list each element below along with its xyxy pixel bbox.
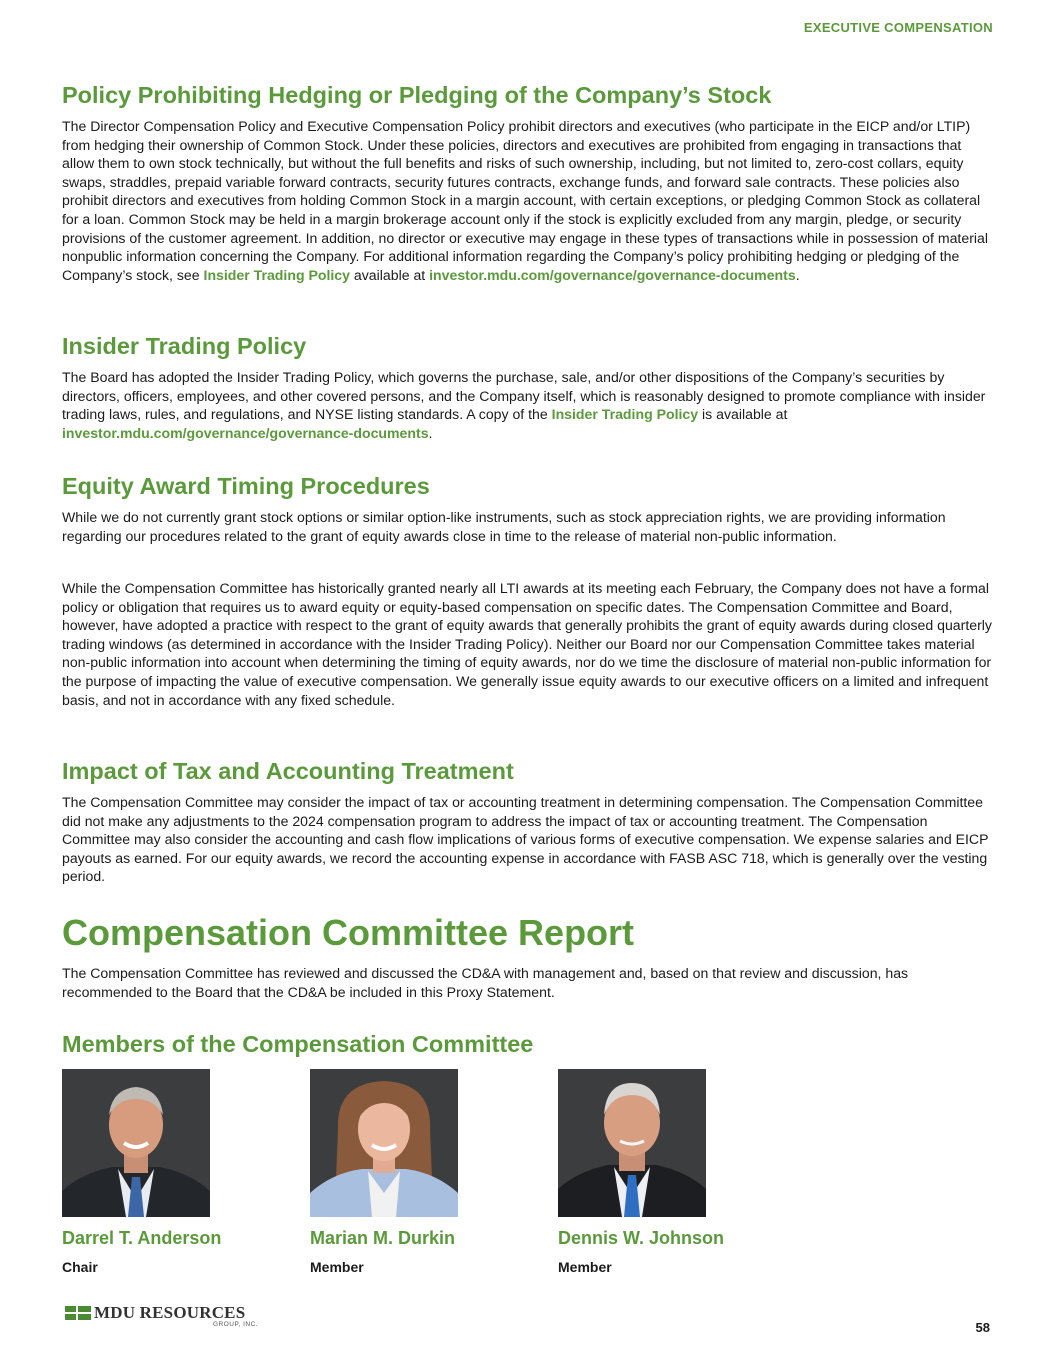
equity-paragraph-2: While the Compensation Committee has historically granted nearly all LTI awards at its meeting each February, the Company does not have a formal policy or obligation that requires us to award equity or equity-based compensation on specific dates. The Compensation Committee and Board, however, have adopted a practice with respect to the grant of equity awards that generally prohibits the grant of equity awards during closed quarterly trading windows (as determined in accordance with the Insider Trading Policy). Neither our Board nor our Compensation Committee takes material non-public information into account when determining the timing of equity awards, nor do we time the disclosure of material non-public information for the purpose of impacting the value of executive compensation. We generally issue equity awards to our executive officers on a limited and infrequent basis, and not in accordance with any fixed schedule. [62,580,992,708]
hedging-text: The Director Compensation Policy and Executive Compensation Policy prohibit directors and executives (who participate in the EICP and/or LTIP) from hedging their ownership of Common Stock. Under these policies, directors and executives are prohibited from engaging in transactions that allow them to own stock technically, but without the full benefits and risks of such ownership, including, but not limited to, zero-cost collars, equity swaps, straddles, prepaid variable forward contracts, security futures contracts, exchange funds, and forward sale contracts. These policies also prohibit directors and executives from holding Common Stock in a margin account, with certain exceptions, or pledging Common Stock as collateral for a loan. Common Stock may be held in a margin brokerage account only if the stock is explicitly excluded from any margin, pledge, or security provisions of the customer agreement. In addition, no director or executive may engage in these types of transactions while in possession of material nonpublic information concerning the Company. For additional information regarding the Company’s policy prohibiting hedging or pledging of the Company’s stock, see [62,118,988,283]
logo-wordmark: MDU RESOURCES [94,1303,246,1322]
section-title-tax: Impact of Tax and Accounting Treatment [62,758,514,784]
member-role-johnson: Member [558,1259,612,1275]
member-photo-durkin [310,1069,458,1217]
logo-mark-icon [65,1306,91,1320]
page-number: 58 [975,1320,990,1335]
hedging-paragraph [62,117,992,284]
insider-trading-policy-link[interactable]: Insider Trading Policy [203,266,350,283]
member-photo-anderson [62,1069,210,1217]
member-card-durkin [310,1069,510,1275]
member-name-anderson: Darrel T. Anderson [62,1228,222,1248]
section-title-hedging: Policy Prohibiting Hedging or Pledging of the Company’s Stock [62,82,772,108]
running-head: EXECUTIVE COMPENSATION [803,20,993,35]
member-role-durkin: Member [310,1259,364,1275]
insider-text-end: . [428,424,433,441]
insider-trading-policy-link-2[interactable]: Insider Trading Policy [551,406,699,423]
member-card-johnson [558,1069,758,1275]
members-title: Members of the Compensation Committee [62,1031,534,1057]
company-logo [65,1303,259,1330]
section-title-equity-timing: Equity Award Timing Procedures [62,473,430,499]
hedging-text-end: . [795,266,800,283]
governance-documents-link[interactable]: investor.mdu.com/governance/governance-documents [429,266,796,283]
insider-paragraph [62,368,992,442]
governance-documents-link-2[interactable]: investor.mdu.com/governance/governance-documents [62,424,429,441]
insider-text-mid: is available at [698,406,788,423]
report-title: Compensation Committee Report [62,912,635,953]
logo-subtitle: GROUP, INC. [213,1321,259,1328]
report-paragraph: The Compensation Committee has reviewed and discussed the CD&A with management and, based on that review and discussion, has recommended to the Board that the CD&A be included in this Proxy Statement. [62,965,909,1000]
member-card-anderson [62,1069,262,1275]
member-photo-johnson [558,1069,706,1217]
hedging-text-mid: available at [350,266,430,283]
insider-text: The Board has adopted the Insider Trading Policy, which governs the purchase, sale, and/or other dispositions of the Company’s securities by directors, officers, employees, and other covered persons, and the Company itself, which is reasonably designed to promote compliance with insider trading laws, rules, and regulations, and NYSE listing standards. A copy of the [62,369,986,423]
tax-paragraph: The Compensation Committee may consider the impact of tax or accounting treatment in determining compensation. The Compensation Committee did not make any adjustments to the 2024 compensation program to address the impact of tax or accounting treatment. The Compensation Committee may also consider the accounting and cash flow implications of various forms of executive compensation. We expense salaries and EICP payouts as earned. For our equity awards, we record the accounting expense in accordance with FASB ASC 718, which is generally over the vesting period. [62,794,989,885]
member-name-johnson: Dennis W. Johnson [558,1228,725,1248]
section-title-insider-trading: Insider Trading Policy [62,333,307,359]
member-role-anderson: Chair [62,1259,98,1275]
equity-paragraph-1: While we do not currently grant stock options or similar option-like instruments, such as stock appreciation rights, we are providing information regarding our procedures related to the grant of equity awards close in time to the release of material non-public information. [62,509,946,544]
member-name-durkin: Marian M. Durkin [310,1228,456,1248]
